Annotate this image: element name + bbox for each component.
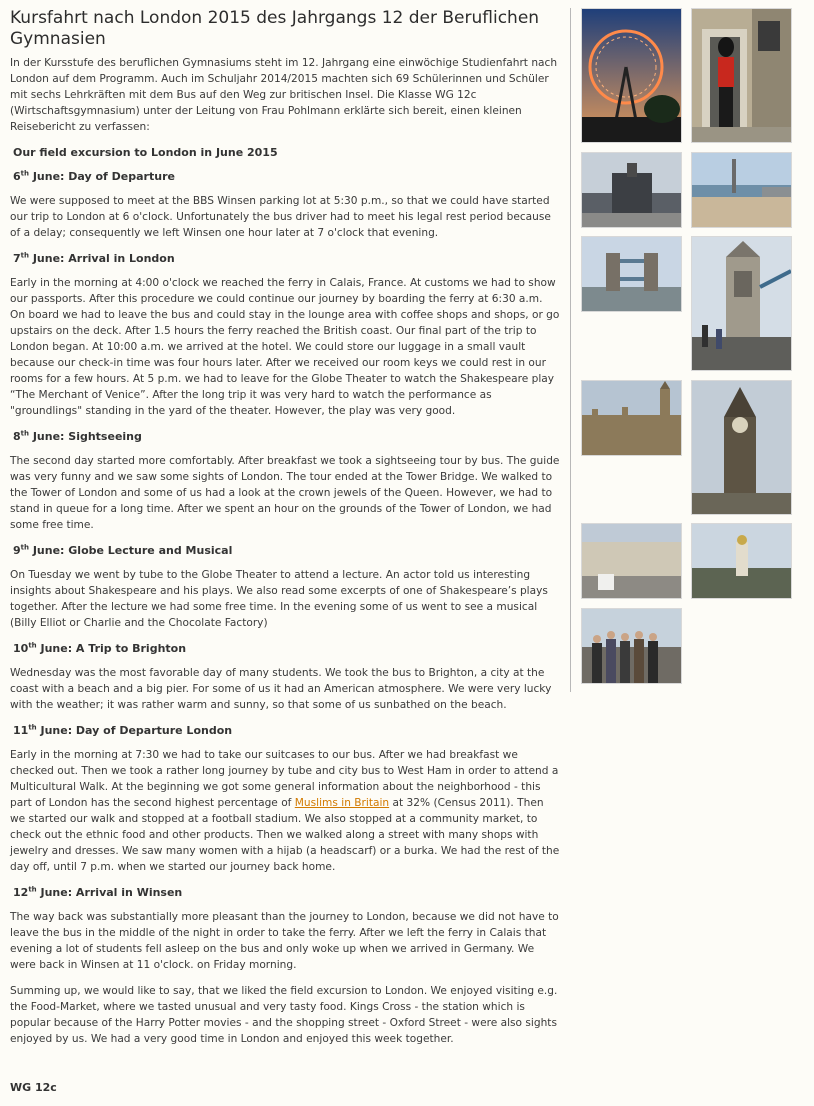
day-heading: 8th June: Sightseeing [13,429,142,443]
victoria-memorial-photo[interactable] [691,523,792,599]
buckingham-palace-photo[interactable] [581,523,682,599]
group-photo[interactable] [581,608,682,684]
day-heading: 10th June: A Trip to Brighton [13,641,187,655]
london-eye-photo[interactable] [581,8,682,143]
big-ben-photo[interactable] [691,380,792,515]
day-paragraph: The way back was substantially more pleasant than the journey to London, because we did not have to leave the bus in the middle of the night in order to take the ferry. After we left the ferry in Calais that evening a lot of students fell asleep on the bus and only woke up when we arrived in Germany. We were back in Winsen at 11 o'clock. on Friday morning. [10,911,559,971]
day-heading: 7th June: Arrival in London [13,251,175,265]
page-title: Kursfahrt nach London 2015 des Jahrgangs 12 der Beruflichen Gymnasien [10,8,540,49]
day-heading: 11th June: Day of Departure London [13,723,233,737]
day-paragraph: We were supposed to meet at the BBS Winsen parking lot at 5:30 p.m., so that we could have started our trip to London at 6 o'clock. Unfortunately the bus driver had to meet his legal rest period because of a delay; consequently we left Winsen one hour later at 7 o'clock that evening. [10,195,551,239]
article [10,8,560,1057]
day-paragraph: Early in the morning at 4:00 o'clock we reached the ferry in Calais, France. At customs we had to show our passports. After this procedure we could continue our journey by boarding the ferry at 6:30 a.m. On board we had to leave the bus and could stay in the lounge area with coffee shops and shops, or go upstairs on the deck. After 1.5 hours the ferry reached the British coast. Our final part of the trip to London began. At 10:00 a.m. we arrived at the hotel. We could store our luggage in a small vault because our check-in time was four hours later. After we received our room keys we could rest in our rooms for a few hours. At 5 p.m. we had to leave for the Globe Theater to watch the Shakespeare play “The Merchant of Venice”. After the long trip it was very hard to watch the performance as "groundlings" standing in the yard of the theater. However, the play was very good. [10,277,560,417]
brighton-beach-photo[interactable] [691,152,792,228]
summary-paragraph: Summing up, we would like to say, that we liked the field excursion to London. We enjoyed visiting e.g. the Food-Market, where we tasted unusual and very tasty food. Kings Cross - the station which is popular because of the Harry Potter movies - and the shopping street - Oxford Street - were also sights enjoyed by us. We had a very good time in London and enjoyed this week together. [10,985,558,1045]
column-divider [570,8,571,692]
parliament-photo[interactable] [581,380,682,456]
day-paragraph: The second day started more comfortably. After breakfast we took a sightseeing tour by bus. The guide was very funny and we saw some sights of London. The tour ended at the Tower Bridge. We walked to the Tower of London and some of us had a look at the crown jewels of the Queen. However, we had to stand in queue for a long time. After we spent an hour on the grounds of the Tower of London, we had some free time. [10,455,560,531]
signature: WG 12c [10,1081,57,1094]
day-paragraph: On Tuesday we went by tube to the Globe Theater to attend a lecture. An actor told us interesting insights about Shakespeare and his plays. We also read some excerpts of one of Shakespeare’s plays together. After the lecture we had some free time. In the evening some of us went to see a musical (Billy Elliot or Charlie and the Chocolate Factory) [10,569,548,629]
royal-guard-photo[interactable] [691,8,792,143]
day-paragraph: Early in the morning at 7:30 we had to take our suitcases to our bus. After we had breakfast we checked out. Then we took a rather long journey by tube and city bus to West Ham in order to attend a Multicultural Walk. At the beginning we got some general information about the neighborhood - this part of London has the second highest percentage of Muslims in Britain at 32% (Census 2011). Then we started our walk and stopped at a football stadium. We also stopped at a community market, to check out the ethnic food and other products. Then we walked along a street with many shops with jewelry and dresses. We saw many women with a hijab (a headscarf) or a burka. We had the rest of the day off, until 7 p.m. when we started our journey back home. [10,749,560,873]
tower-bridge-closeup-photo[interactable] [691,236,792,371]
muslims-in-britain-link[interactable]: Muslims in Britain [294,797,390,809]
day-paragraph: Wednesday was the most favorable day of many students. We took the bus to Brighton, a city at the coast with a beach and a big pier. For some of us it had an American atmosphere. We were very lucky with the weather; it was rather warm and sunny, so that some of us sunbathed on the beach. [10,667,552,711]
subtitle: Our field excursion to London in June 2015 [13,146,278,159]
intro-paragraph: In der Kursstufe des beruflichen Gymnasiums steht im 12. Jahrgang eine einwöchige Studienfahrt nach London auf dem Programm. Auch im Schuljahr 2014/2015 machten sich 69 Schülerinnen und Schüler mit sechs Lehrkräften mit dem Bus auf den Weg zur britischen Insel. Die Klasse WG 12c (Wirtschaftsgymnasium) unter der Leitung von Frau Pohlmann erklärte sich bereit, einen kleinen Reisebericht zu verfassen: [10,57,558,133]
tower-bridge-photo[interactable] [581,236,682,312]
day-heading: 6th June: Day of Departure [13,169,175,183]
day-heading: 12th June: Arrival in Winsen [13,885,183,899]
buckingham-gate-photo[interactable] [581,152,682,228]
day-heading: 9th June: Globe Lecture and Musical [13,543,233,557]
